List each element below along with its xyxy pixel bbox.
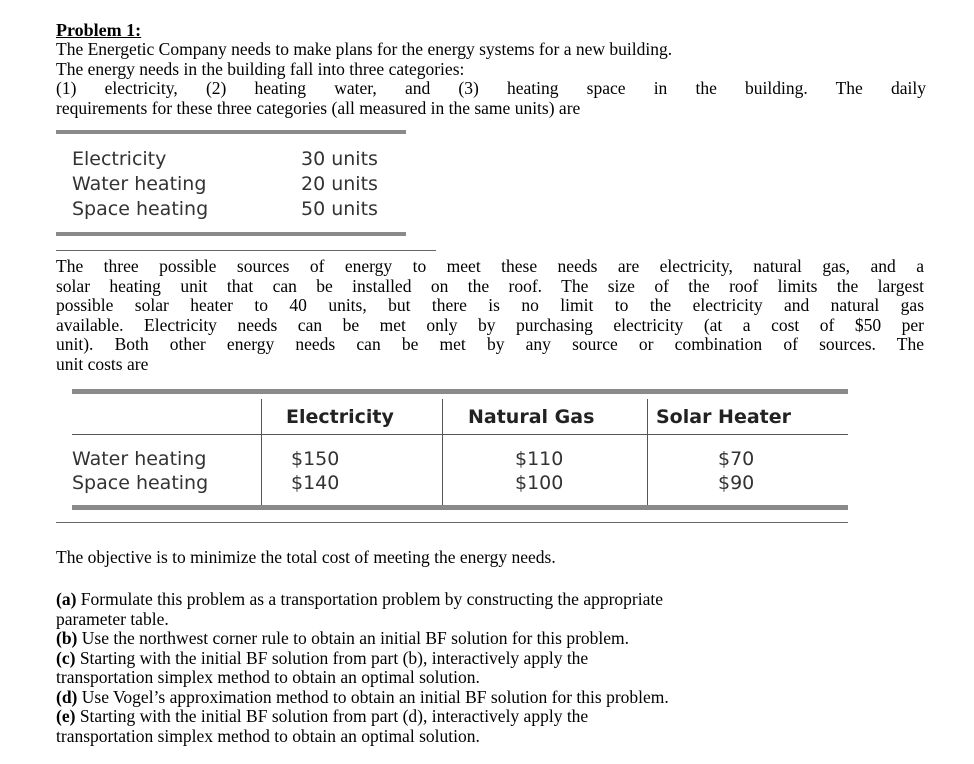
part-a-cont: parameter table. xyxy=(56,608,169,629)
part-d xyxy=(56,688,936,708)
row-label-space-heating: Space heating xyxy=(72,472,209,494)
section-divider xyxy=(56,522,848,523)
sources-line: possible solar heater to 40 units, but there is no limit to the electricity and natural gas xyxy=(56,295,924,315)
intro-paragraph xyxy=(56,40,926,118)
intro-line: requirements for these three categories (all measured in the same units) are xyxy=(56,97,581,118)
sources-line: available. Electricity needs can be met only by purchasing electricity (at a cost of $50 per xyxy=(56,314,924,335)
part-c xyxy=(56,649,936,669)
column-header-electricity: Electricity xyxy=(286,406,394,428)
header-rule xyxy=(72,434,848,435)
part-tag: (b) xyxy=(56,628,78,648)
part-tag: (e) xyxy=(56,706,76,726)
sources-line: solar heating unit that can be installed on the roof. The size of the roof limits the largest xyxy=(56,275,924,296)
requirement-label: Electricity xyxy=(72,148,167,170)
requirement-label: Water heating xyxy=(72,173,207,195)
column-header-natural-gas: Natural Gas xyxy=(468,406,595,428)
requirement-value: 30 units xyxy=(301,148,378,170)
column-divider xyxy=(647,399,648,510)
unit-cost-table xyxy=(56,389,848,525)
question-parts xyxy=(56,590,936,746)
part-text: Formulate this problem as a transportation problem by constructing the appropriate xyxy=(80,589,663,609)
requirement-value: 20 units xyxy=(301,173,378,195)
intro-line: The Energetic Company needs to make plans for the energy systems for a new building. xyxy=(56,39,673,59)
table-top-rule xyxy=(72,389,848,394)
sources-paragraph xyxy=(56,257,924,374)
cost-cell: $110 xyxy=(515,448,564,470)
requirement-label: Space heating xyxy=(72,198,209,220)
part-e xyxy=(56,707,936,727)
table-bottom-rule xyxy=(72,505,848,510)
intro-line: The energy needs in the building fall into three categories: xyxy=(56,58,465,79)
cost-cell: $90 xyxy=(718,472,755,494)
part-a xyxy=(56,590,936,610)
requirement-value: 50 units xyxy=(301,198,378,220)
cost-cell: $70 xyxy=(718,448,755,470)
part-tag: (a) xyxy=(56,589,77,609)
sources-line: unit costs are xyxy=(56,353,149,374)
part-text: Use Vogel’s approximation method to obtain an initial BF solution for this problem. xyxy=(81,686,669,707)
problem-title: Problem 1: xyxy=(56,20,142,40)
column-header-solar-heater: Solar Heater xyxy=(656,406,792,428)
table-top-rule xyxy=(56,130,406,134)
part-b xyxy=(56,629,936,649)
intro-line: (1) electricity, (2) heating water, and (3) heating space in the building. The daily xyxy=(56,78,926,98)
part-tag: (c) xyxy=(56,647,76,668)
part-c-cont: transportation simplex method to obtain an optimal solution. xyxy=(56,667,480,687)
table-bottom-rule xyxy=(56,232,406,236)
section-divider xyxy=(56,250,436,251)
objective-text: The objective is to minimize the total cost of meeting the energy needs. xyxy=(56,547,556,567)
column-divider xyxy=(442,399,443,510)
part-tag: (d) xyxy=(56,686,78,707)
cost-cell: $140 xyxy=(291,472,340,494)
row-label-water-heating: Water heating xyxy=(72,448,207,470)
part-text: Use the northwest corner rule to obtain an initial BF solution for this problem. xyxy=(81,628,630,648)
column-divider xyxy=(261,399,262,510)
part-text: Starting with the initial BF solution from part (b), interactively apply the xyxy=(79,647,589,668)
cost-cell: $150 xyxy=(291,448,340,470)
part-text: Starting with the initial BF solution from part (d), interactively apply the xyxy=(79,706,589,726)
sources-line: The three possible sources of energy to meet these needs are electricity, natural gas, and a xyxy=(56,256,924,276)
sources-line: unit). Both other energy needs can be met by any source or combination of sources. The xyxy=(56,334,924,354)
cost-cell: $100 xyxy=(515,472,564,494)
part-e-cont: transportation simplex method to obtain an optimal solution. xyxy=(56,725,480,746)
requirements-table xyxy=(56,126,406,240)
